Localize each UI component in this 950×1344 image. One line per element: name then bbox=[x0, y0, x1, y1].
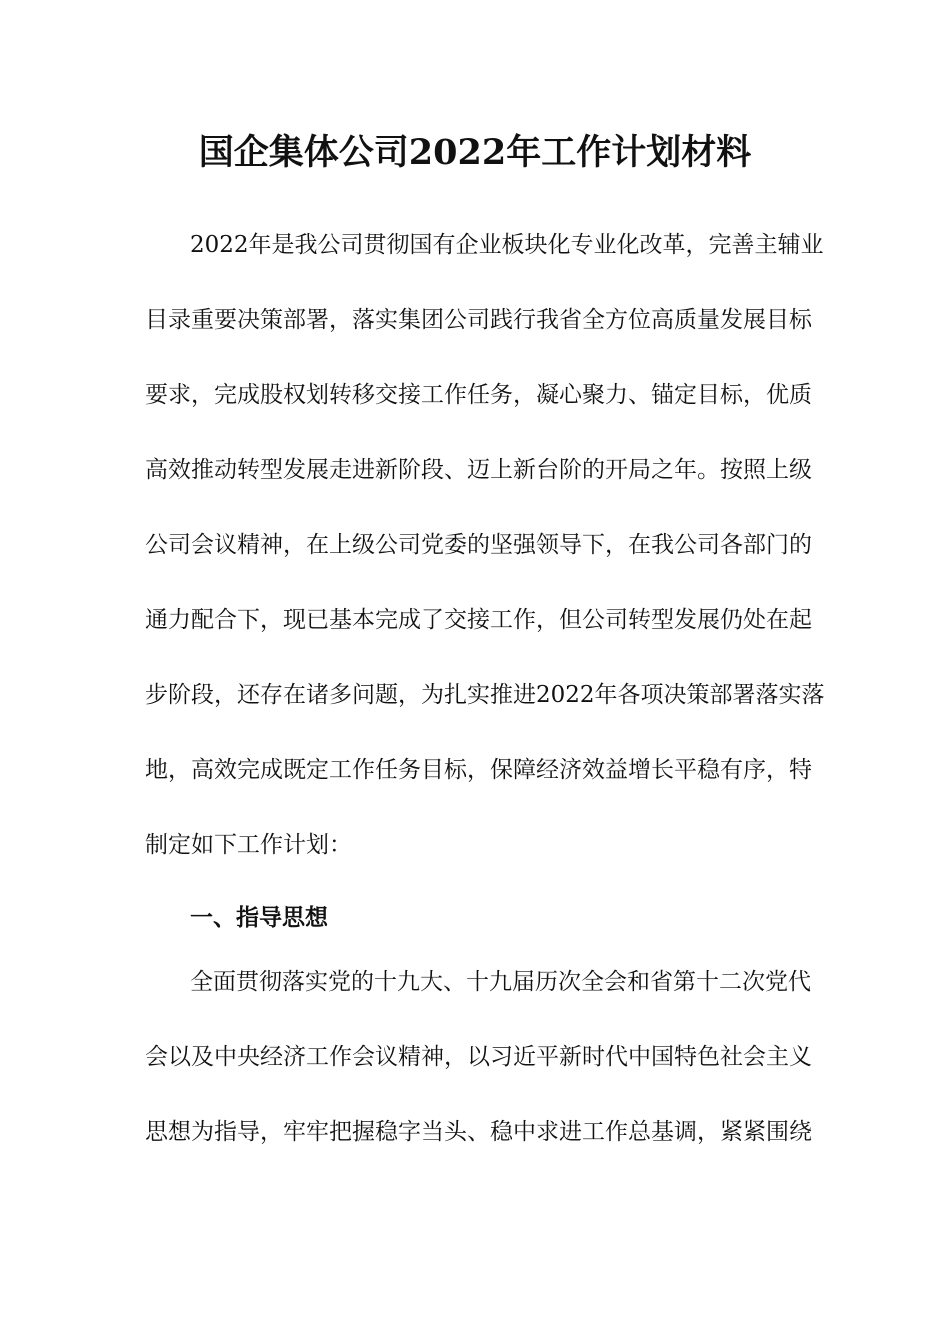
paragraph-1-line-3: 要求，完成股权划转移交接工作任务，凝心聚力、锚定目标，优质 bbox=[145, 382, 812, 408]
paragraph-2-line-2: 会以及中央经济工作会议精神，以习近平新时代中国特色社会主义 bbox=[145, 1044, 812, 1070]
paragraph-1-line-2: 目录重要决策部署，落实集团公司践行我省全方位高质量发展目标 bbox=[145, 307, 812, 333]
paragraph-2-line-3: 思想为指导，牢牢把握稳字当头、稳中求进工作总基调，紧紧围绕 bbox=[145, 1119, 812, 1145]
paragraph-1-line-8: 地，高效完成既定工作任务目标，保障经济效益增长平稳有序，特 bbox=[145, 757, 812, 783]
paragraph-1-line-4: 高效推动转型发展走进新阶段、迈上新台阶的开局之年。按照上级 bbox=[145, 457, 812, 483]
paragraph-1-line-6: 通力配合下，现已基本完成了交接工作，但公司转型发展仍处在起 bbox=[145, 607, 812, 633]
paragraph-1-line-9: 制定如下工作计划： bbox=[145, 832, 352, 858]
paragraph-2-line-1: 全面贯彻落实党的十九大、十九届历次全会和省第十二次党代 bbox=[190, 969, 811, 995]
paragraph-1-line-5: 公司会议精神，在上级公司党委的坚强领导下，在我公司各部门的 bbox=[145, 532, 812, 558]
paragraph-1-line-7: 步阶段，还存在诸多问题，为扎实推进2022年各项决策部署落实落 bbox=[145, 682, 825, 708]
section-1-heading: 一、指导思想 bbox=[190, 904, 328, 931]
paragraph-1-line-1: 2022年是我公司贯彻国有企业板块化专业化改革，完善主辅业 bbox=[190, 232, 824, 258]
document-title: 国企集体公司2022年工作计划材料 bbox=[198, 132, 752, 173]
